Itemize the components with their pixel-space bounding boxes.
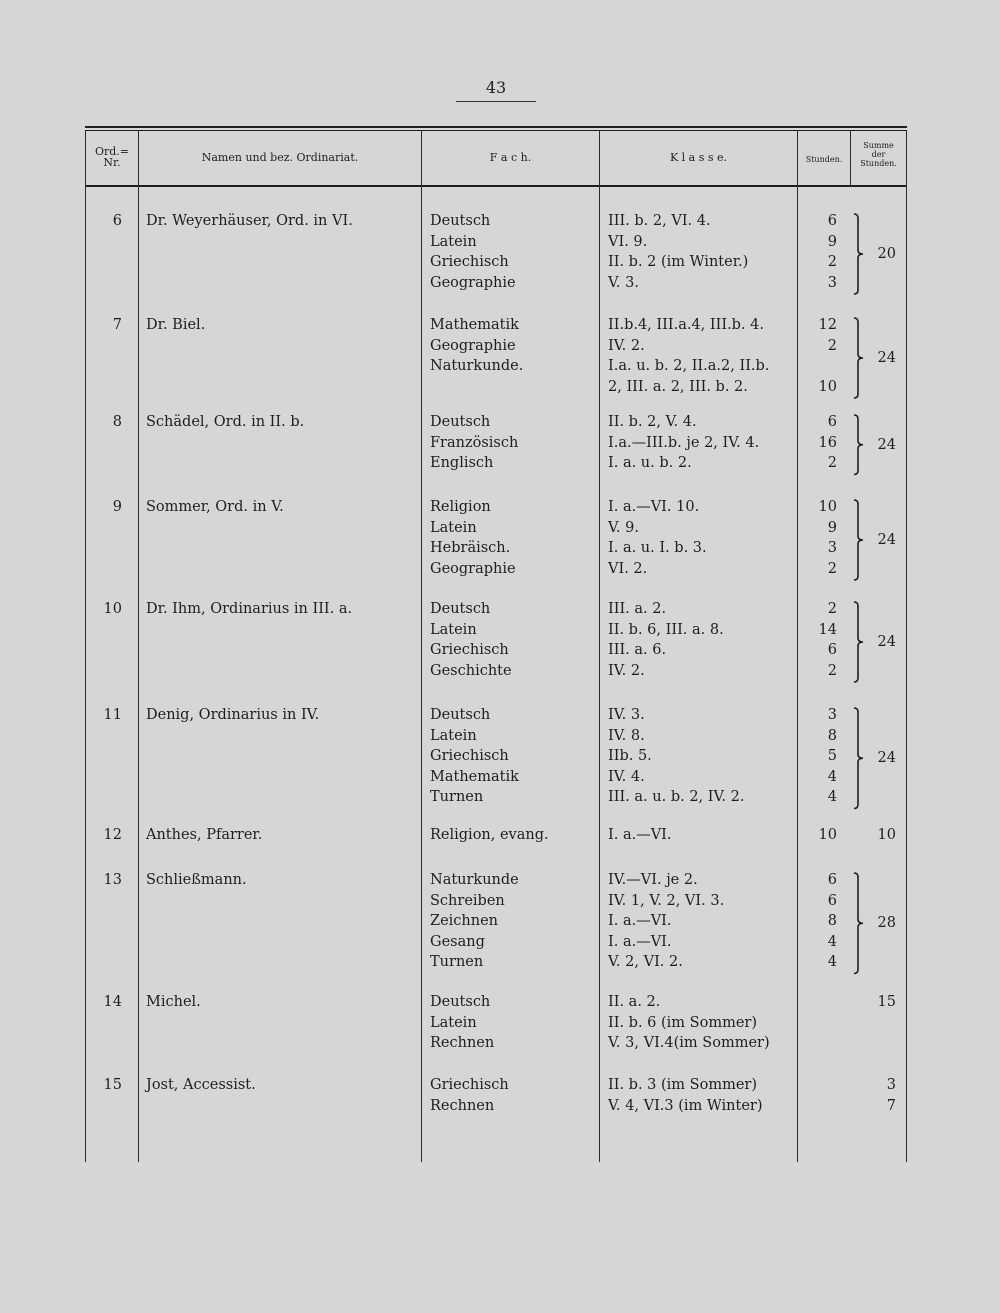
subject: Mathematik (430, 317, 519, 333)
class-assignment: V. 9. (608, 519, 639, 536)
subject: Geschichte (430, 662, 512, 679)
total-hours: 28 (877, 915, 896, 931)
total-hours: 24 (877, 750, 896, 766)
class-assignment: II. b. 2 (im Winter.) (608, 254, 749, 270)
class-assignment: II. b. 3 (im Sommer) (608, 1077, 757, 1093)
column-rule-subject (599, 130, 600, 1162)
subject: Deutsch (430, 213, 491, 229)
subject: Griechisch (430, 254, 509, 270)
row-number: 6 (112, 213, 122, 229)
total-hours: 24 (877, 436, 896, 453)
subject: Deutsch (430, 707, 491, 723)
class-assignment: I. a.—VI. (608, 827, 672, 843)
class-assignment: II. b. 6, III. a. 8. (608, 621, 724, 638)
teacher-name: Dr. Weyerhäuser, Ord. in VI. (146, 213, 353, 229)
right-curly-brace (852, 601, 866, 683)
class-assignment: II. a. 2. (608, 994, 661, 1010)
header-bottom-rule (85, 185, 907, 187)
hours-value: 4 (827, 768, 837, 785)
hours-value: 16 (818, 434, 837, 451)
right-curly-brace (852, 499, 866, 581)
row-number: 13 (103, 872, 122, 888)
subject: Griechisch (430, 1077, 509, 1093)
class-assignment: I. a.—VI. (608, 913, 672, 929)
subject: Schreiben (430, 892, 505, 909)
subject: Mathematik (430, 768, 519, 785)
right-curly-brace (852, 414, 866, 476)
class-assignment: II. b. 6 (im Sommer) (608, 1014, 757, 1031)
row-number: 9 (112, 499, 122, 515)
teacher-name: Denig, Ordinarius in IV. (146, 707, 320, 723)
total-hours: 15 (877, 994, 896, 1010)
row-number: 14 (103, 994, 122, 1010)
subject: Deutsch (430, 994, 491, 1010)
class-assignment: IV. 1, V. 2, VI. 3. (608, 892, 725, 909)
subject: Turnen (430, 954, 484, 970)
right-curly-brace (852, 213, 866, 295)
hours-value: 6 (827, 213, 837, 229)
class-assignment: II. b. 2, V. 4. (608, 414, 697, 430)
class-assignment: III. b. 2, VI. 4. (608, 213, 711, 229)
subject: Latein (430, 621, 477, 638)
column-rule-right-edge (906, 130, 907, 1162)
column-rule-name (421, 130, 422, 1162)
subject: Rechnen (430, 1097, 495, 1114)
right-curly-brace (852, 872, 866, 975)
class-assignment: V. 2, VI. 2. (608, 954, 683, 970)
page-number-rule (456, 101, 536, 102)
hours-value: 5 (827, 748, 837, 764)
hours-value: 3 (827, 274, 837, 291)
hours-value: 2 (827, 254, 837, 270)
table-top-rule-thin (85, 130, 907, 131)
subject: Latein (430, 1014, 477, 1031)
class-assignment: VI. 2. (608, 560, 648, 577)
row-number: 15 (103, 1077, 122, 1093)
teacher-name: Anthes, Pfarrer. (146, 827, 263, 843)
class-assignment: IV. 2. (608, 662, 645, 679)
row-number: 7 (112, 317, 122, 333)
header-class: K l a s s e. (669, 151, 728, 164)
subject: Griechisch (430, 748, 509, 764)
class-assignment: V. 3. (608, 274, 639, 291)
hours-value: 3 (827, 707, 837, 723)
subject: Englisch (430, 455, 494, 471)
hours-value: 8 (827, 727, 837, 744)
subject: Latein (430, 233, 477, 250)
teacher-name: Dr. Biel. (146, 317, 206, 333)
total-hours: 10 (877, 827, 896, 843)
hours-value: 2 (827, 662, 837, 679)
teacher-name: Dr. Ihm, Ordinarius in III. a. (146, 601, 353, 617)
class-assignment: I. a.—VI. 10. (608, 499, 700, 515)
hours-value: 10 (818, 378, 837, 395)
hours-value: 8 (827, 913, 837, 929)
class-assignment: III. a. 6. (608, 642, 667, 658)
hours-value: 4 (827, 933, 837, 950)
page-number: 43 (485, 78, 507, 97)
row-number: 12 (103, 827, 122, 843)
right-curly-brace (852, 707, 866, 810)
hours-value: 6 (827, 892, 837, 909)
total-hours: 3 (886, 1077, 896, 1093)
teacher-name: Schädel, Ord. in II. b. (146, 414, 305, 430)
subject: Religion, evang. (430, 827, 549, 843)
class-assignment: 2, III. a. 2, III. b. 2. (608, 378, 748, 395)
class-assignment: IIb. 5. (608, 748, 652, 764)
total-hours: 24 (877, 349, 896, 366)
subject: Deutsch (430, 601, 491, 617)
total-hours: 24 (877, 531, 896, 548)
subject: Griechisch (430, 642, 509, 658)
subject: Religion (430, 499, 491, 515)
total-hours: 7 (886, 1097, 896, 1114)
hours-value: 14 (818, 621, 837, 638)
row-number: 11 (103, 707, 122, 723)
hours-value: 4 (827, 789, 837, 805)
subject: Zeichnen (430, 913, 499, 929)
subject: Latein (430, 727, 477, 744)
header-hours: Stunden. (805, 155, 843, 164)
subject: Rechnen (430, 1035, 495, 1051)
subject: Französisch (430, 434, 519, 451)
hours-value: 12 (818, 317, 837, 333)
subject: Geographie (430, 274, 516, 291)
hours-value: 10 (818, 827, 837, 843)
header-names: Namen und bez. Ordinariat. (201, 151, 359, 164)
hours-value: 3 (827, 540, 837, 556)
class-assignment: I. a. u. b. 2. (608, 455, 692, 471)
class-assignment: I. a. u. I. b. 3. (608, 540, 707, 556)
subject: Geographie (430, 337, 516, 354)
class-assignment: I.a. u. b. 2, II.a.2, II.b. (608, 358, 770, 374)
hours-value: 6 (827, 642, 837, 658)
hours-value: 2 (827, 560, 837, 577)
row-number: 8 (112, 414, 122, 430)
class-assignment: V. 4, VI.3 (im Winter) (608, 1097, 763, 1114)
column-rule-nr (138, 130, 139, 1162)
hours-value: 2 (827, 601, 837, 617)
teacher-name: Jost, Accessist. (146, 1077, 256, 1093)
total-hours: 20 (877, 245, 896, 262)
subject: Naturkunde (430, 872, 519, 888)
hours-value: 2 (827, 337, 837, 354)
hours-value: 10 (818, 499, 837, 515)
header-subject: F a c h. (489, 151, 532, 164)
teacher-name: Sommer, Ord. in V. (146, 499, 284, 515)
teacher-name: Schließmann. (146, 872, 247, 888)
class-assignment: IV. 8. (608, 727, 645, 744)
hours-value: 9 (827, 233, 837, 250)
subject: Geographie (430, 560, 516, 577)
subject: Gesang (430, 933, 485, 950)
hours-value: 4 (827, 954, 837, 970)
subject: Naturkunde. (430, 358, 524, 374)
class-assignment: IV. 3. (608, 707, 645, 723)
class-assignment: I.a.—III.b. je 2, IV. 4. (608, 434, 760, 451)
hours-value: 6 (827, 872, 837, 888)
header-ord-nr: Ord.= Nr. (94, 145, 130, 169)
class-assignment: III. a. u. b. 2, IV. 2. (608, 789, 745, 805)
class-assignment: IV. 2. (608, 337, 645, 354)
class-assignment: IV. 4. (608, 768, 645, 785)
subject: Deutsch (430, 414, 491, 430)
hours-value: 2 (827, 455, 837, 471)
row-number: 10 (103, 601, 122, 617)
subject: Latein (430, 519, 477, 536)
class-assignment: VI. 9. (608, 233, 648, 250)
subject: Hebräisch. (430, 540, 511, 556)
class-assignment: IV.—VI. je 2. (608, 872, 698, 888)
hours-value: 9 (827, 519, 837, 536)
subject: Turnen (430, 789, 484, 805)
hours-value: 6 (827, 414, 837, 430)
class-assignment: III. a. 2. (608, 601, 667, 617)
teacher-name: Michel. (146, 994, 201, 1010)
right-curly-brace (852, 317, 866, 399)
total-hours: 24 (877, 633, 896, 650)
header-sum: Summe der Stunden. (860, 141, 897, 168)
class-assignment: I. a.—VI. (608, 933, 672, 950)
table-top-rule (85, 126, 907, 128)
class-assignment: V. 3, VI.4(im Sommer) (608, 1035, 770, 1051)
class-assignment: II.b.4, III.a.4, III.b. 4. (608, 317, 765, 333)
